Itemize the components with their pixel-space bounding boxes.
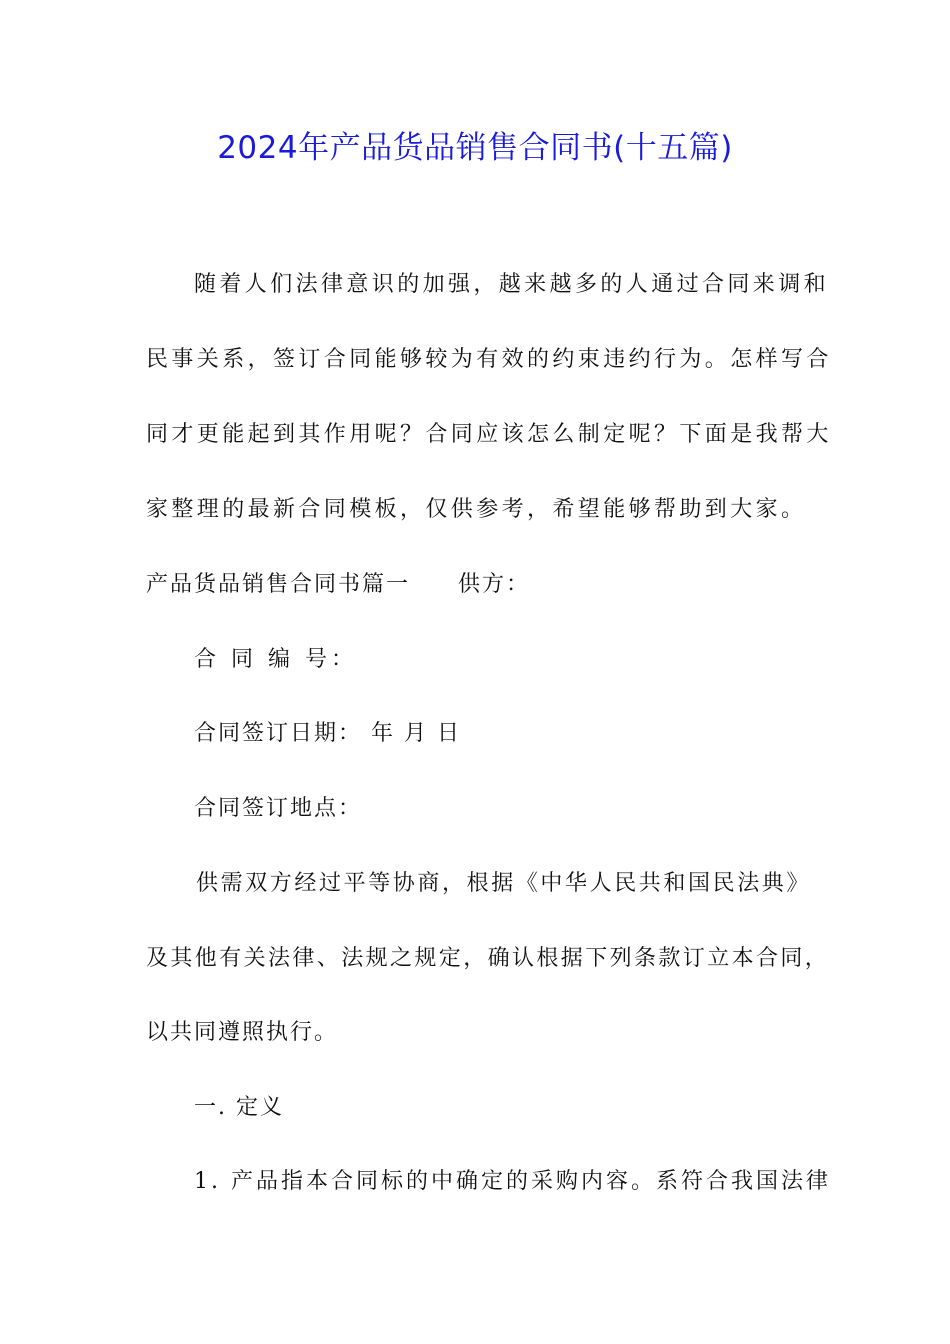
intro-line-1: 随着人们法律意识的加强，越来越多的人通过合同来调和 (194, 272, 830, 297)
contract-number-label: 合 同 编 号： (194, 647, 357, 672)
agreement-line-1: 供需双方经过平等协商，根据《中华人民共和国民法典》 (196, 871, 812, 896)
definition-heading: 一. 定义 (194, 1095, 284, 1120)
intro-line-2: 民事关系，签订合同能够较为有效的约束违约行为。怎样写合 (146, 347, 832, 372)
section-heading: 产品货品销售合同书篇一 (146, 572, 411, 597)
sign-place-label: 合同签订地点： (194, 796, 363, 821)
intro-line-4: 家整理的最新合同模板，仅供参考，希望能够帮助到大家。 (146, 497, 807, 522)
clause-1: 1. 产品指本合同标的中确定的采购内容。系符合我国法律 (194, 1169, 831, 1194)
intro-line-3: 同才更能起到其作用呢？合同应该怎么制定呢？下面是我帮大 (146, 422, 832, 447)
supplier-label: 供方： (458, 572, 531, 597)
document-title: 2024年产品货品销售合同书(十五篇) (217, 130, 733, 166)
sign-date-label: 合同签订日期： 年 月 日 (194, 721, 461, 746)
agreement-line-2: 及其他有关法律、法规之规定，确认根据下列条款订立本合同， (146, 946, 830, 971)
agreement-line-3: 以共同遵照执行。 (146, 1020, 339, 1045)
